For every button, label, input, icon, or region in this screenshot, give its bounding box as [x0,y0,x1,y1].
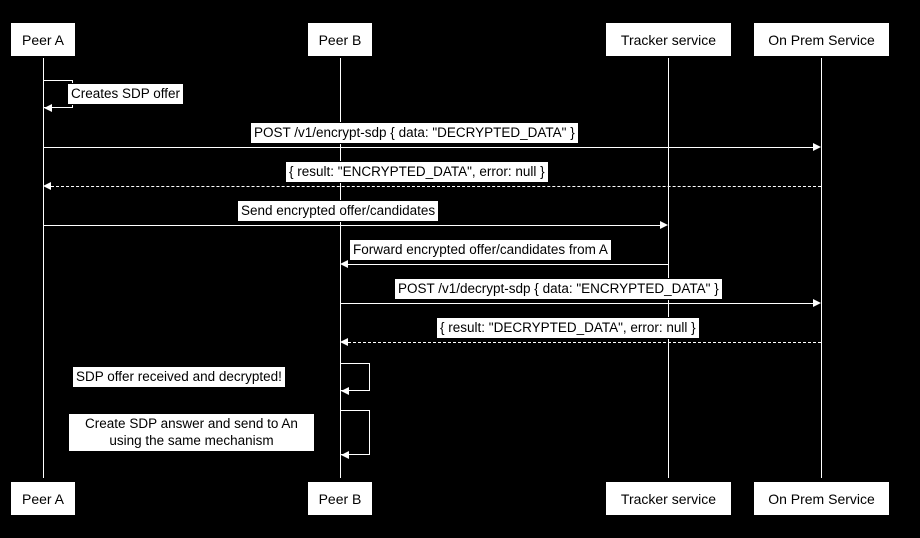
participant-box-peer-a-top[interactable] [10,22,76,57]
lifeline-line-on-prem-service [821,58,822,478]
message-label-m7: { result: "DECRYPTED_DATA", error: null } [436,317,700,339]
lifeline-line-tracker-service [668,58,669,478]
arrow-head-m3 [43,182,51,190]
participant-label-tracker-service-top: Tracker service [620,31,717,48]
participant-label-on-prem-service-bottom: On Prem Service [768,490,875,507]
arrow-head-m2 [813,143,821,151]
arrow-head-m7 [340,338,348,346]
message-label-m5: Forward encrypted offer/candidates from A [349,239,612,261]
message-label-m1: Creates SDP offer [67,83,184,105]
arrow-head-m4 [660,221,668,229]
lifeline-line-peer-a [43,58,44,478]
participant-label-tracker-service-bottom: Tracker service [620,490,717,507]
message-label-m9-line1: Create SDP answer and send to An [85,416,298,431]
participant-box-peer-a-bottom[interactable] [10,481,76,516]
participant-box-tracker-service-bottom[interactable] [605,481,732,516]
participant-label-peer-b-bottom: Peer B [318,490,362,507]
message-label-m8: SDP offer received and decrypted! [72,366,286,388]
arrow-head-m1 [44,104,52,112]
message-label-m3: { result: "ENCRYPTED_DATA", error: null } [285,161,549,183]
participant-box-peer-b-top[interactable] [307,22,373,57]
participant-label-on-prem-service-top: On Prem Service [768,31,875,48]
message-arrow-m5 [348,264,668,265]
message-label-m4: Send encrypted offer/candidates [237,200,439,222]
message-label-m9-line2: using the same mechanism [109,433,274,448]
participant-label-peer-b-top: Peer B [318,31,362,48]
message-label-m9 [68,413,315,452]
arrow-head-m5 [340,260,348,268]
participant-box-on-prem-service-bottom[interactable] [753,481,890,516]
message-arrow-m6 [340,303,813,304]
message-self-loop-m9 [340,410,370,455]
participant-label-peer-a-top: Peer A [21,31,65,48]
arrow-head-m8 [341,387,349,395]
message-arrow-m2 [43,147,813,148]
message-label-m2: POST /v1/encrypt-sdp { data: "DECRYPTED_DATA" } [250,122,579,144]
message-arrow-m3 [51,186,821,187]
message-arrow-m7 [348,342,821,343]
arrow-head-m9 [341,451,349,459]
participant-box-tracker-service-top[interactable] [605,22,732,57]
participant-label-peer-a-bottom: Peer A [21,490,65,507]
arrow-head-m6 [813,299,821,307]
message-label-m6: POST /v1/decrypt-sdp { data: "ENCRYPTED_DATA" } [394,278,723,300]
message-arrow-m4 [43,225,660,226]
participant-box-peer-b-bottom[interactable] [307,481,373,516]
participant-box-on-prem-service-top[interactable] [753,22,890,57]
